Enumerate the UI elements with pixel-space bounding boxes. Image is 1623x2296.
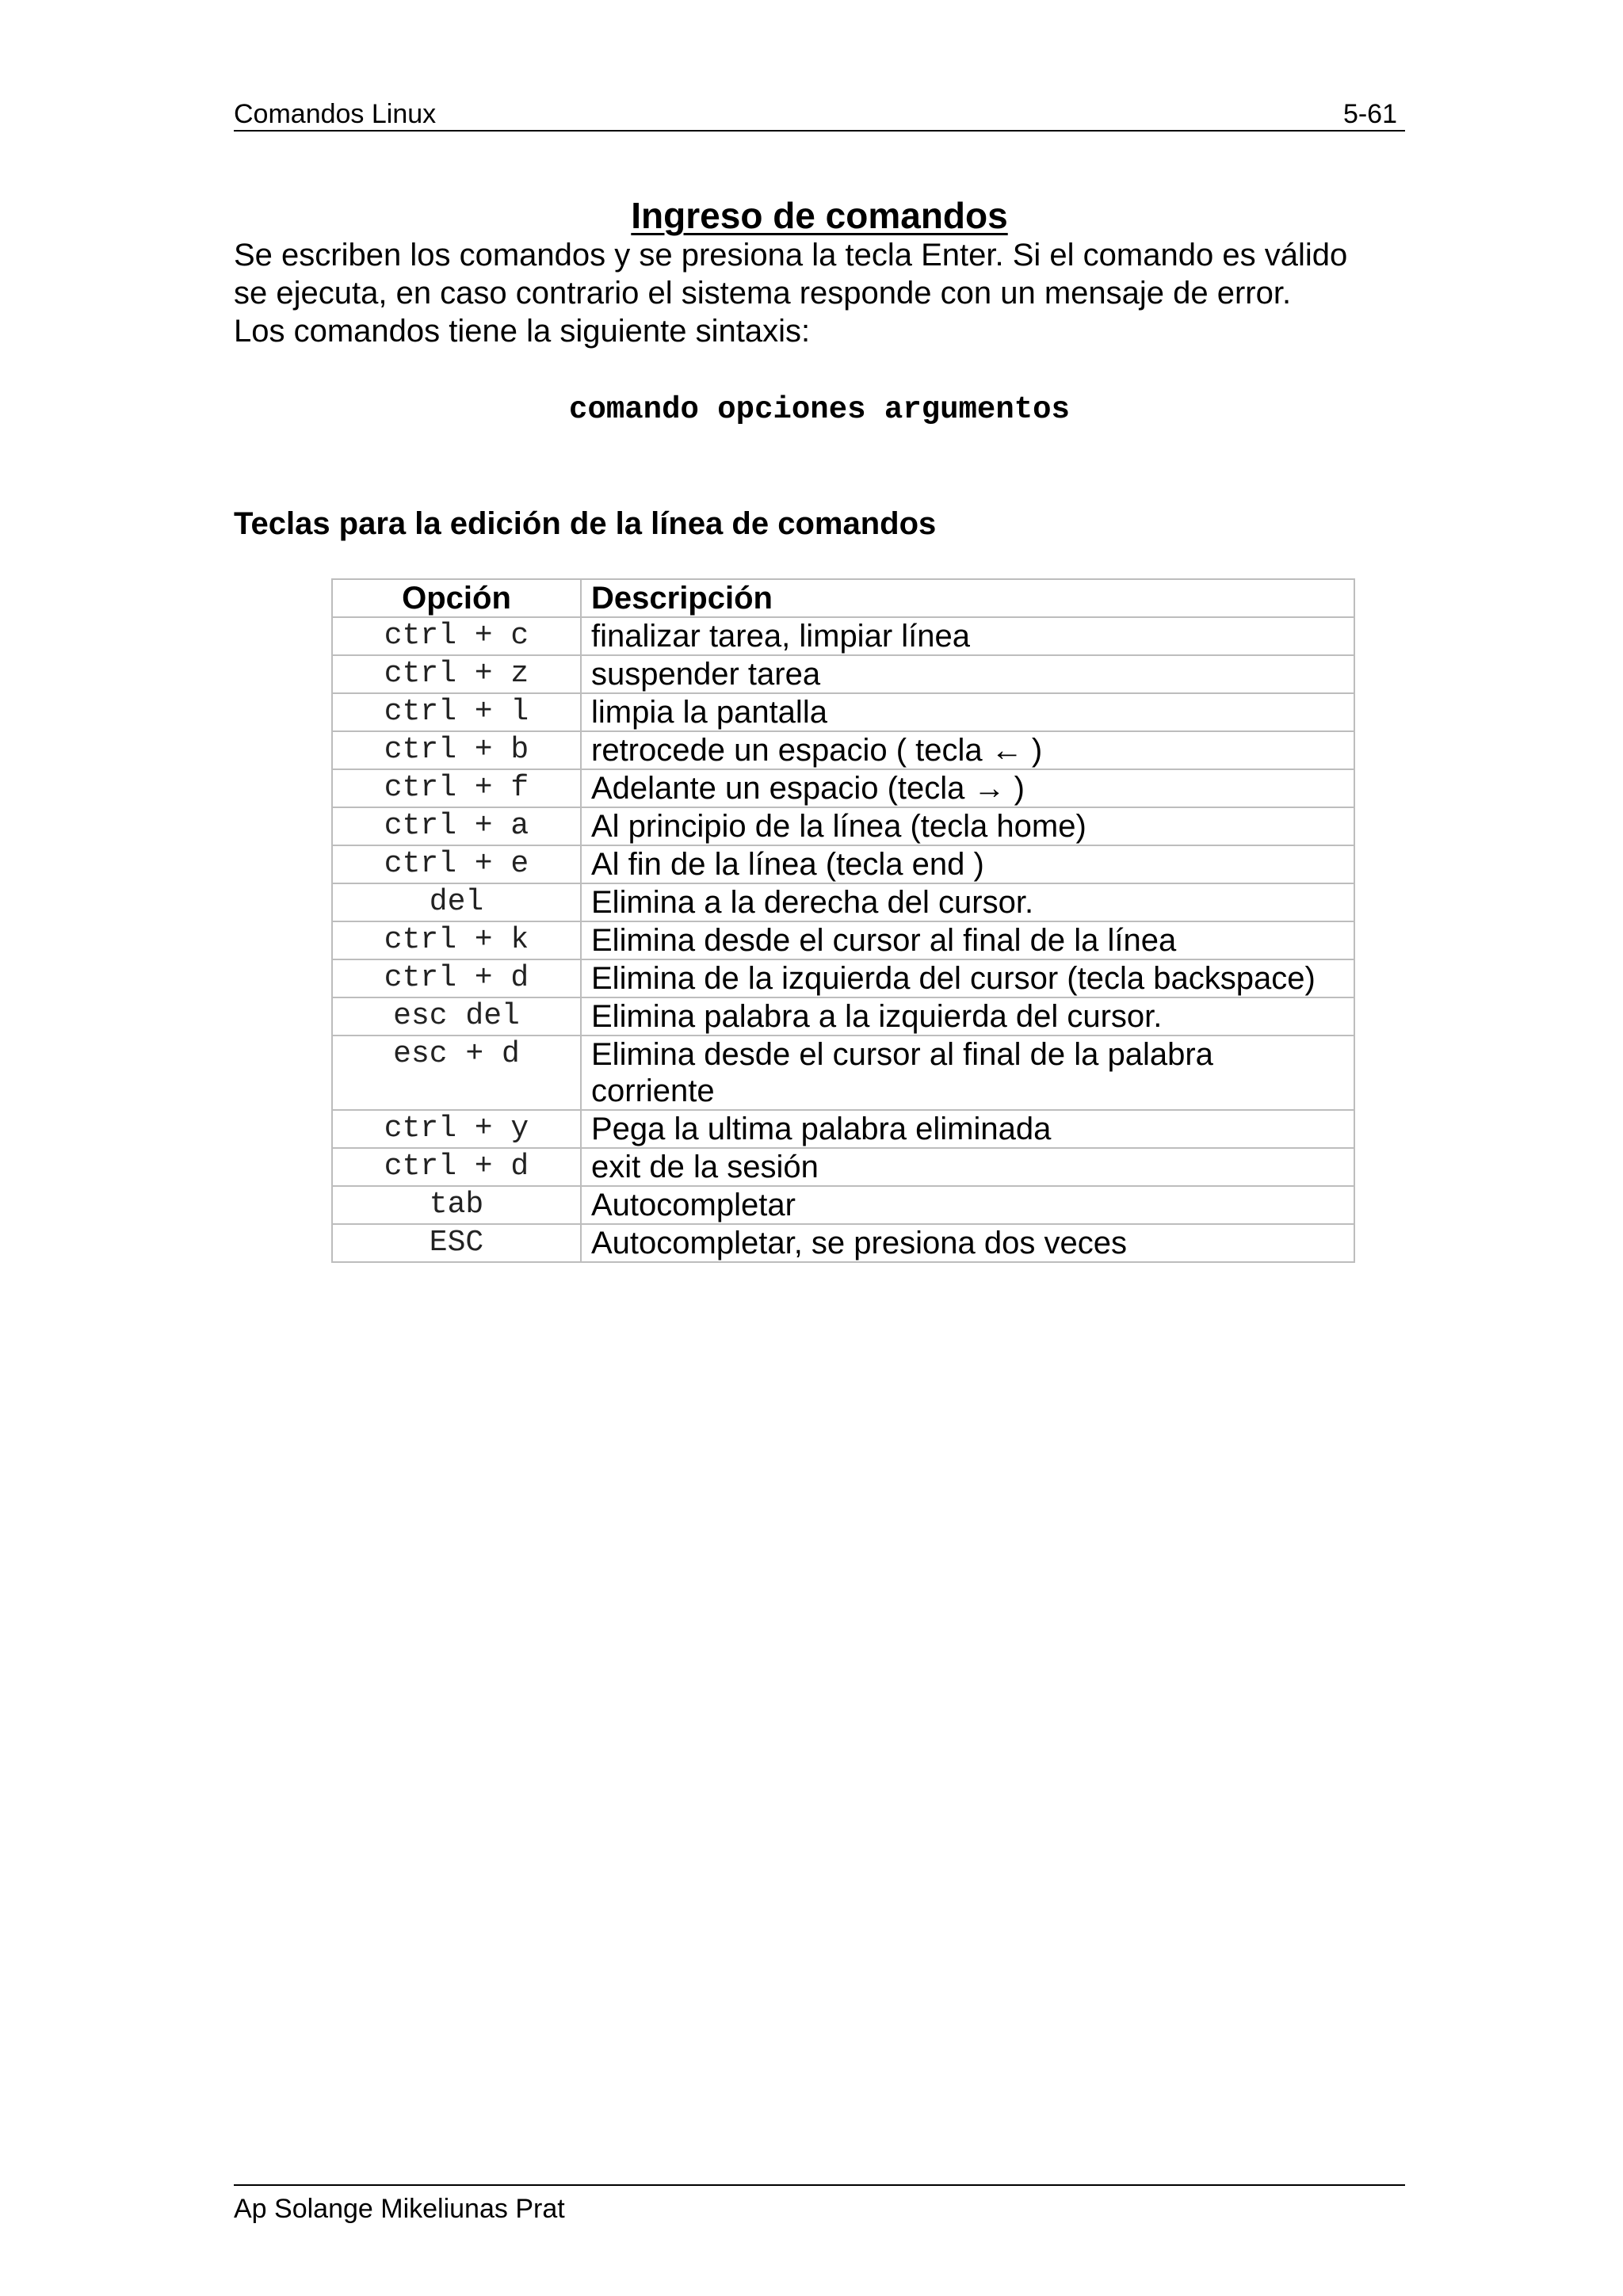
description-cell: finalizar tarea, limpiar línea bbox=[581, 617, 1354, 655]
option-cell: esc del bbox=[332, 997, 581, 1035]
header-page-number: 5-61 bbox=[1342, 99, 1397, 129]
table-row bbox=[332, 655, 1354, 693]
intro-line: Los comandos tiene la siguiente sintaxis: bbox=[234, 314, 811, 349]
table-row bbox=[332, 997, 1354, 1035]
description-cell: Elimina desde el cursor al final de la línea bbox=[581, 921, 1354, 959]
option-cell: ctrl + f bbox=[332, 769, 581, 807]
option-cell: ctrl + b bbox=[332, 731, 581, 769]
option-cell: ctrl + l bbox=[332, 693, 581, 731]
description-cell: Elimina desde el cursor al final de la palabra corriente bbox=[581, 1035, 1354, 1110]
column-header-option: Opción bbox=[332, 579, 581, 617]
option-cell: ctrl + c bbox=[332, 617, 581, 655]
option-cell: del bbox=[332, 883, 581, 921]
description-cell: Elimina de la izquierda del cursor (tecla backspace) bbox=[581, 959, 1354, 997]
intro-paragraph bbox=[234, 236, 1405, 350]
option-cell: ESC bbox=[332, 1224, 581, 1262]
table-row bbox=[332, 769, 1354, 807]
section-title: Teclas para la edición de la línea de comandos bbox=[234, 506, 937, 541]
table-row bbox=[332, 731, 1354, 769]
command-syntax: comando opciones argumentos bbox=[569, 392, 1070, 427]
table-row bbox=[332, 921, 1354, 959]
page-footer: Ap Solange Mikeliunas Prat bbox=[234, 2184, 1405, 2229]
description-cell: exit de la sesión bbox=[581, 1148, 1354, 1186]
description-cell: Autocompletar, se presiona dos veces bbox=[581, 1224, 1354, 1262]
table-row bbox=[332, 1035, 1354, 1110]
option-cell: ctrl + k bbox=[332, 921, 581, 959]
column-header-description: Descripción bbox=[581, 579, 1354, 617]
option-cell: ctrl + d bbox=[332, 959, 581, 997]
table-row bbox=[332, 959, 1354, 997]
intro-line: Se escriben los comandos y se presiona la tecla Enter. Si el comando es válido bbox=[234, 238, 1348, 273]
table-row bbox=[332, 883, 1354, 921]
option-cell: ctrl + y bbox=[332, 1110, 581, 1148]
description-cell: limpia la pantalla bbox=[581, 693, 1354, 731]
intro-line: se ejecuta, en caso contrario el sistema responde con un mensaje de error. bbox=[234, 276, 1292, 311]
option-cell: esc + d bbox=[332, 1035, 581, 1110]
table-body bbox=[332, 617, 1354, 1262]
option-cell: ctrl + d bbox=[332, 1148, 581, 1186]
table-row bbox=[332, 807, 1354, 845]
table-row bbox=[332, 1148, 1354, 1186]
description-cell: Al principio de la línea (tecla home) bbox=[581, 807, 1354, 845]
option-cell: ctrl + z bbox=[332, 655, 581, 693]
table-row bbox=[332, 1110, 1354, 1148]
table-row bbox=[332, 1186, 1354, 1224]
table-header-row bbox=[332, 579, 1354, 617]
shortcut-table bbox=[331, 578, 1355, 1263]
description-cell: Autocompletar bbox=[581, 1186, 1354, 1224]
description-cell: Al fin de la línea (tecla end ) bbox=[581, 845, 1354, 883]
header-doc-title: Comandos Linux bbox=[234, 99, 437, 129]
table-row bbox=[332, 845, 1354, 883]
table-row bbox=[332, 617, 1354, 655]
option-cell: ctrl + e bbox=[332, 845, 581, 883]
page-title: Ingreso de comandos bbox=[631, 195, 1008, 236]
description-cell: Pega la ultima palabra eliminada bbox=[581, 1110, 1354, 1148]
option-cell: ctrl + a bbox=[332, 807, 581, 845]
description-cell: suspender tarea bbox=[581, 655, 1354, 693]
description-cell: retrocede un espacio ( tecla ← ) bbox=[581, 731, 1354, 769]
page-header bbox=[234, 93, 1405, 132]
table-row bbox=[332, 693, 1354, 731]
option-cell: tab bbox=[332, 1186, 581, 1224]
description-cell: Adelante un espacio (tecla → ) bbox=[581, 769, 1354, 807]
description-cell: Elimina a la derecha del cursor. bbox=[581, 883, 1354, 921]
description-cell: Elimina palabra a la izquierda del cursor. bbox=[581, 997, 1354, 1035]
table-row bbox=[332, 1224, 1354, 1262]
